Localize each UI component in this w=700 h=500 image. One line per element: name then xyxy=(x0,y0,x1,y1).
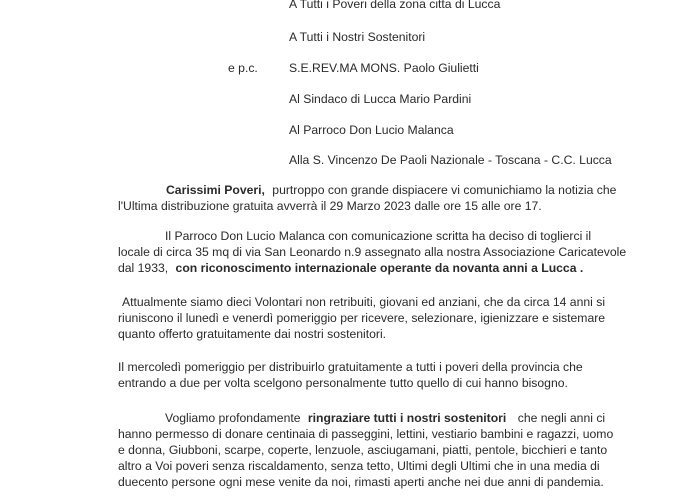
p3-line1: Attualmente siamo dieci Volontari non retribuiti, giovani ed anziani, che da circa 14 anni si xyxy=(122,295,606,309)
p3-line2: riuniscono il lunedì e venerdì pomeriggio per ricevere, selezionare, igienizzare e sistemare xyxy=(118,311,606,325)
recipient-parroco: Al Parroco Don Lucio Malanca xyxy=(289,123,454,137)
p1-line2: l'Ultima distribuzione gratuita avverrà il 29 Marzo 2023 dalle ore 15 alle ore 17. xyxy=(118,199,542,213)
p5-line1-end: che negli anni ci xyxy=(517,411,606,425)
recipient-sindaco: Al Sindaco di Lucca Mario Pardini xyxy=(289,92,472,106)
recipient-sostenitori: A Tutti i Nostri Sostenitori xyxy=(289,30,426,44)
p5-line4: altro a Voi poveri senza riscaldamento, senza tetto, Ultimi degli Ultimi che in una media di xyxy=(118,459,600,473)
cc-label: e p.c. xyxy=(228,61,258,75)
salutation: Carissimi Poveri, xyxy=(166,183,265,197)
p2-line3-bold: con riconoscimento internazionale operante da novanta anni a Lucca . xyxy=(175,261,584,275)
p2-line3-date: dal 1933, xyxy=(118,261,169,275)
p2-line2: locale di circa 35 mq di via San Leonardo n.9 assegnato alla nostra Associazione Caricatevole xyxy=(118,245,627,259)
p2-line3 xyxy=(118,260,583,276)
recipient-poveri: A Tutti i Poveri della zona citta di Lucca xyxy=(289,0,501,11)
p5-line2: hanno permesso di donare centinaia di passeggini, lettini, vestiario bambini e ragazzi, uomo xyxy=(118,427,614,441)
p3-line3: quanto offerto gratuitamente dai nostri sostenitori. xyxy=(118,327,387,341)
p1-line1-rest: purtroppo con grande dispiacere vi comunichiamo la notizia che xyxy=(272,183,617,197)
p5-line1-start: Vogliamo profondamente xyxy=(165,411,301,425)
p5-line3: e donna, Giubboni, scarpe, coperte, lenzuole, asciugamani, piatti, pentole, bicchieri e tanto xyxy=(118,443,608,457)
recipient-vescovo: S.E.REV.MA MONS. Paolo Giulietti xyxy=(289,61,479,75)
p5-thanks-bold: ringraziare tutti i nostri sostenitori xyxy=(307,411,507,425)
p4-line1: Il mercoledì pomeriggio per distribuirlo gratuitamente a tutti i poveri della provincia che xyxy=(118,360,583,374)
recipient-san-vincenzo: Alla S. Vincenzo De Paoli Nazionale - Toscana - C.C. Lucca xyxy=(289,153,612,167)
p4-line2: entrando a due per volta scelgono personalmente tutto quello di cui hanno bisogno. xyxy=(118,376,568,390)
salutation-line xyxy=(166,182,616,198)
p5-line5: duecento persone ogni mese venite da noi, rimasti aperti anche nei due anni di pandemia. xyxy=(118,475,604,489)
p5-line1 xyxy=(165,410,605,426)
p2-line1: Il Parroco Don Lucio Malanca con comunicazione scritta ha deciso di toglierci il xyxy=(165,229,592,243)
